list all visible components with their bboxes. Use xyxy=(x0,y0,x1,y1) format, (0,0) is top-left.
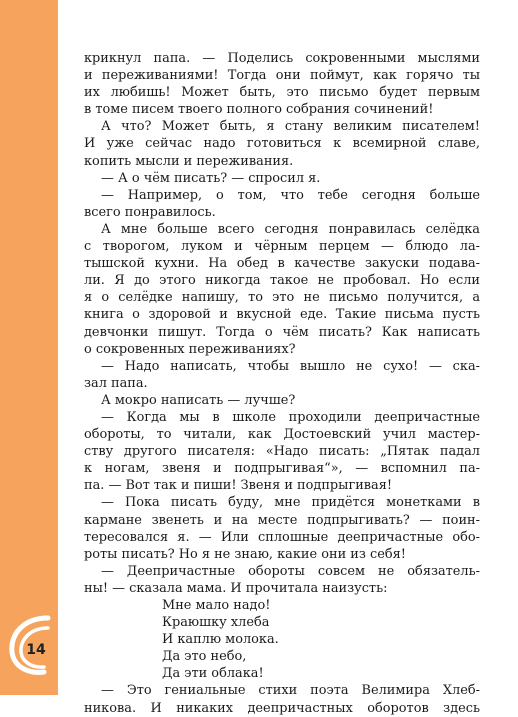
text-line: — Например, о том, что тебе сегодня больше xyxy=(101,187,480,203)
text-line: их любишь! Может быть, это письмо будет первым xyxy=(84,85,480,101)
text-line: я о селёдке напишу, то это не письмо получится, а xyxy=(84,290,480,306)
page-side-band xyxy=(0,0,58,695)
text-line: кармане звенеть и на месте подпрыгивать? — поин- xyxy=(84,512,480,528)
text-line: зал папа. xyxy=(84,375,148,391)
text-line: ли. Я до этого никогда такое не пробовал. Но если xyxy=(84,273,480,289)
text-line: тересовался я. — Или сплошные деепричастные обо- xyxy=(84,529,480,545)
poem-line: Мне мало надо! xyxy=(162,598,271,613)
text-line: роты писать? Но я не знаю, какие они из себя! xyxy=(84,546,406,562)
poem-line: Да эти облака! xyxy=(162,666,264,682)
body-text xyxy=(84,50,480,717)
text-line: копить мысли и переживания. xyxy=(84,153,294,169)
text-line: никова. И никаких деепричастных оборотов здесь xyxy=(84,700,480,716)
text-line: девчонки пишут. Тогда о чём писать? Как написать xyxy=(84,324,480,340)
text-line: — Надо написать, чтобы вышло не сухо! — ска- xyxy=(101,358,480,374)
text-line: к ногам, звеня и подпрыгивая“», — вспомнил па- xyxy=(84,461,480,477)
poem-line: И каплю молока. xyxy=(162,632,279,648)
text-line: А мокро написать — лучше? xyxy=(101,392,296,408)
text-line: ству другого писателя: «Надо писать: „Пятак падал xyxy=(84,444,480,460)
text-line: в томе писем твоего полного собрания сочинений! xyxy=(84,102,434,118)
text-line: крикнул папа. — Поделись сокровенными мыслями xyxy=(84,51,480,66)
text-line: — Когда мы в школе проходили деепричастные xyxy=(101,409,480,425)
text-line: па. — Вот так и пиши! Звеня и подпрыгивая! xyxy=(84,478,393,494)
text-line: — Деепричастные обороты совсем не обязатель- xyxy=(101,563,480,579)
text-line: тышской кухни. На обед в качестве закуски подава- xyxy=(84,256,480,272)
text-line: — А о чём писать? — спросил я. xyxy=(101,170,321,186)
text-line: — Это гениальные стихи поэта Велимира Хлеб- xyxy=(101,683,480,699)
poem-line: Да это небо, xyxy=(162,649,247,665)
text-line: И уже сейчас надо готовиться к всемирной славе, xyxy=(84,136,480,152)
text-line: А что? Может быть, я стану великим писателем! xyxy=(101,119,480,135)
text-line: всего понравилось. xyxy=(84,204,216,220)
text-line: книга о здоровой и вкусной еде. Такие письма пусть xyxy=(84,307,480,323)
text-line: ны! — сказала мама. И прочитала наизусть: xyxy=(84,580,388,596)
text-line: — Пока писать буду, мне придётся монетками в xyxy=(101,495,480,511)
text-line: с творогом, луком и чёрным перцем — блюдо ла- xyxy=(84,239,480,255)
text-line: А мне больше всего сегодня понравилась селёдка xyxy=(101,221,480,237)
text-line: и переживаниями! Тогда они поймут, как горячо ты xyxy=(84,68,480,84)
page-number: 14 xyxy=(26,642,46,658)
text-line: о сокровенных переживаниях? xyxy=(84,341,296,357)
poem-line: Краюшку хлеба xyxy=(162,615,270,631)
text-line: обороты, то читали, как Достоевский учил мастер- xyxy=(84,427,480,443)
